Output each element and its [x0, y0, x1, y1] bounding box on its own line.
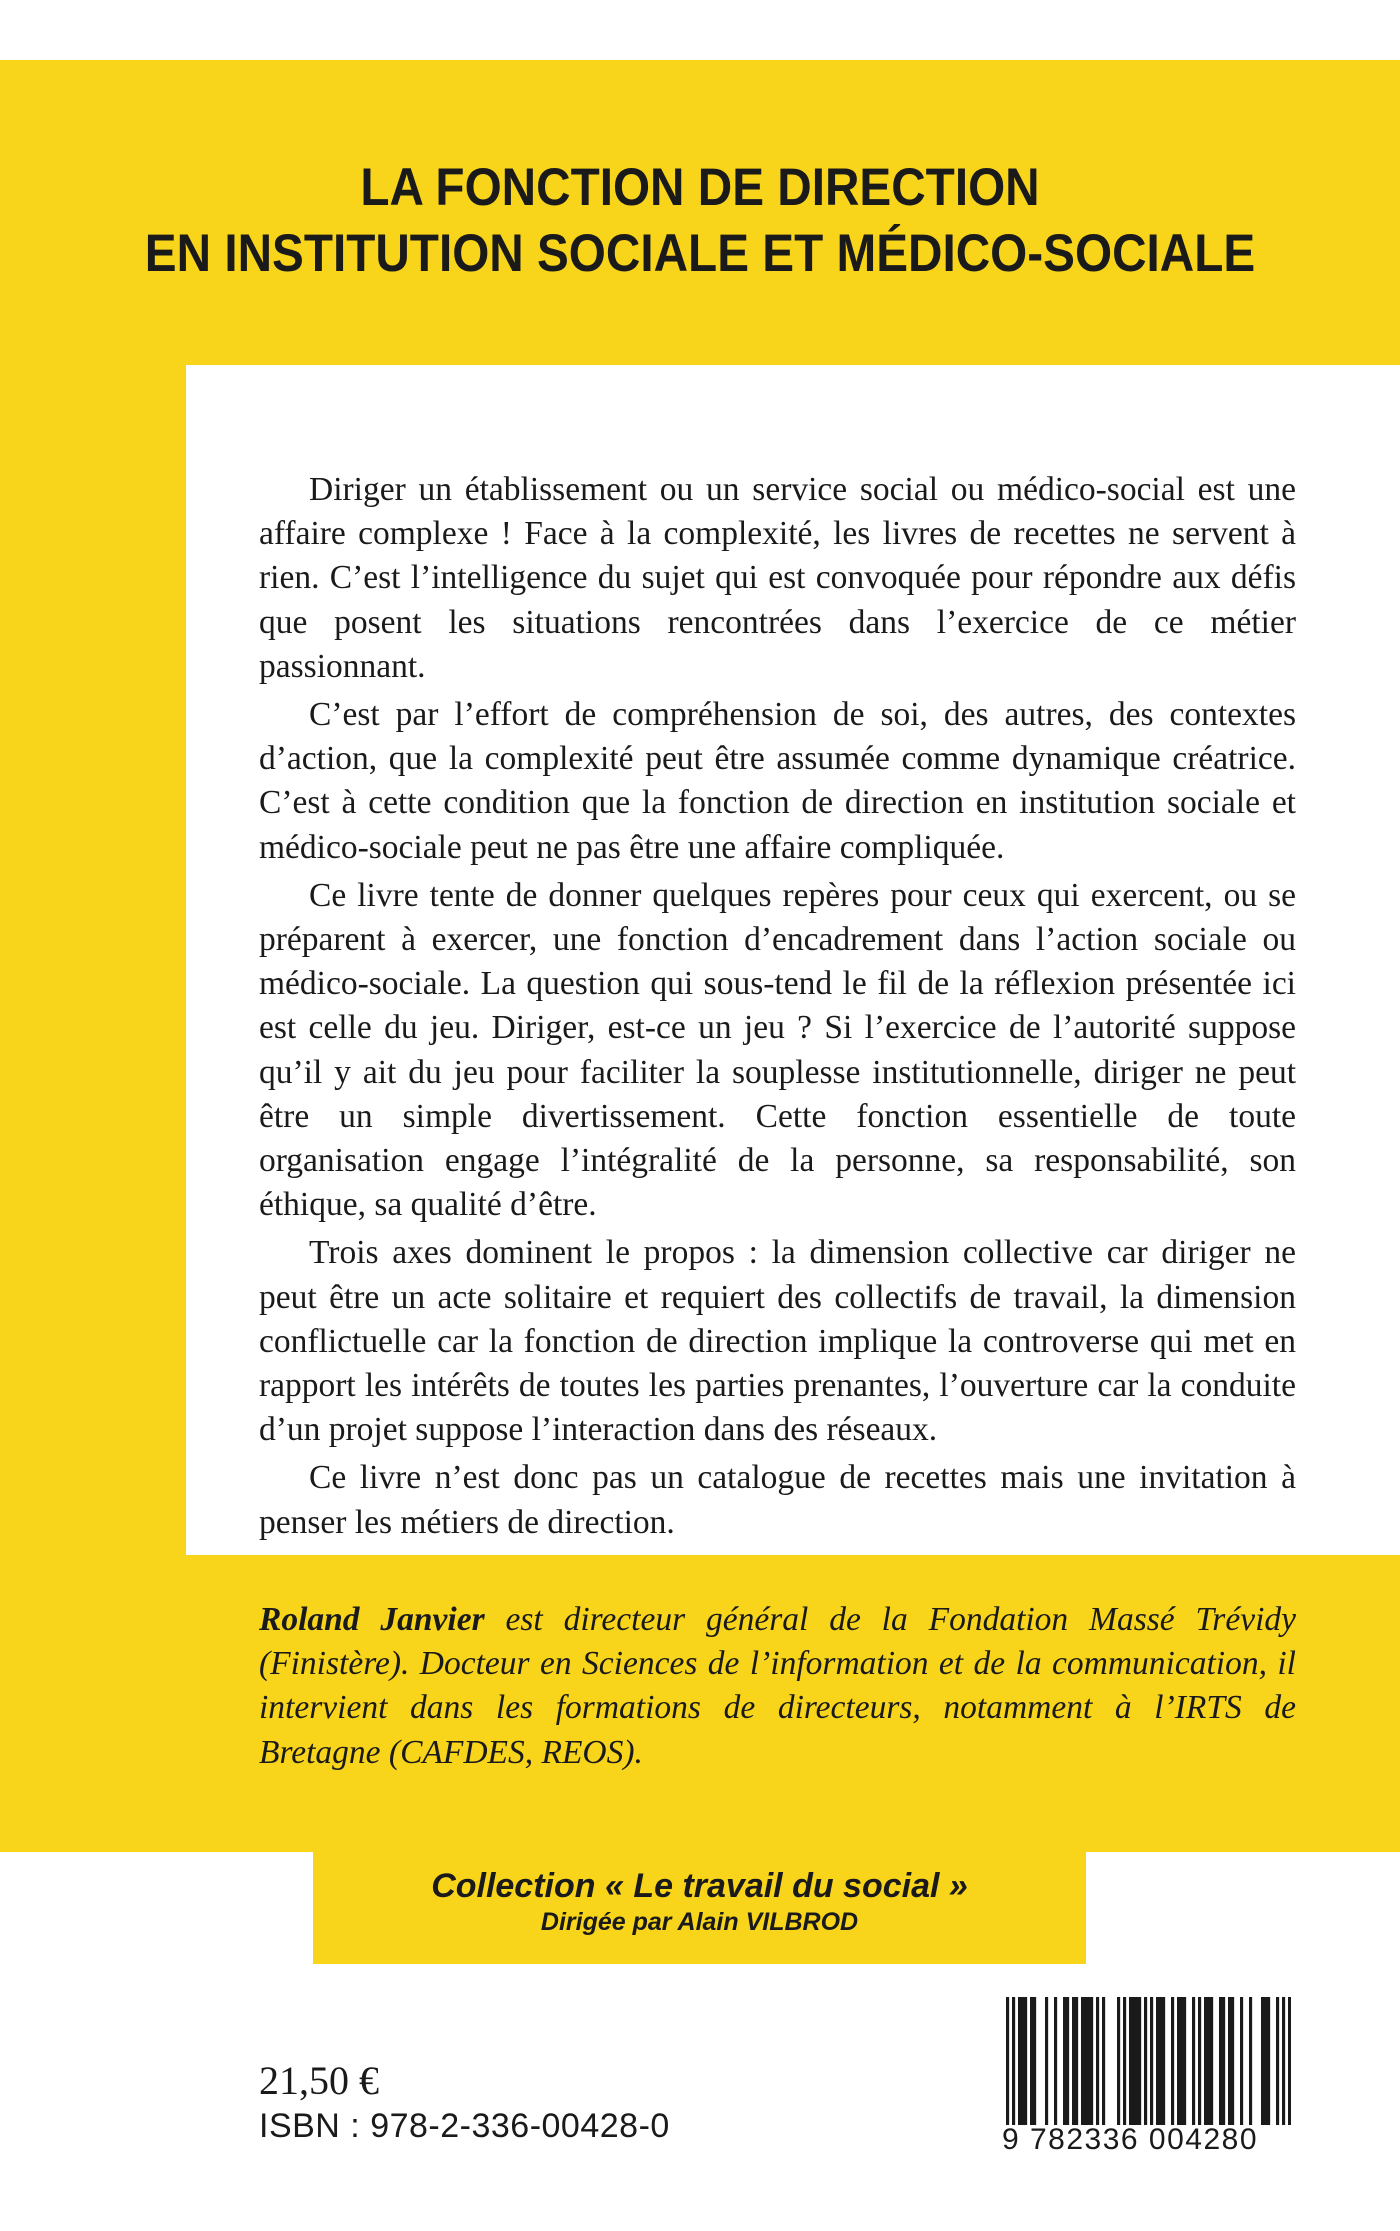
barcode-bar: [1183, 1997, 1186, 2125]
isbn: ISBN : 978-2-336-00428-0: [259, 2107, 670, 2145]
author-name: Roland Janvier: [259, 1601, 485, 1638]
barcode-bar: [1021, 1997, 1024, 2125]
barcode-bar: [1072, 1997, 1075, 2125]
barcode-bar: [1081, 1997, 1084, 2125]
barcode-bar: [1084, 1997, 1087, 2125]
author-bio: [259, 1598, 1296, 1775]
barcode-bar: [1138, 1997, 1141, 2125]
barcode-bar: [1231, 1997, 1234, 2125]
barcode-bar: [1087, 1997, 1090, 2125]
barcode-bar: [1024, 1997, 1027, 2125]
barcode-bar: [1210, 1997, 1213, 2125]
barcode-bar: [1123, 1997, 1126, 2125]
barcode-bar: [1249, 1997, 1252, 2125]
barcode-bar: [1192, 1997, 1195, 2125]
barcode-bar: [1267, 1997, 1270, 2125]
barcode-bar: [1132, 1997, 1135, 2125]
barcode-bar: [1288, 1997, 1291, 2125]
barcode-bar: [1117, 1997, 1120, 2125]
barcode-bar: [1180, 1997, 1183, 2125]
barcode: [1006, 1997, 1291, 2125]
barcode-bar: [1282, 1997, 1285, 2125]
title-line-2: EN INSTITUTION SOCIALE ET MÉDICO-SOCIALE: [144, 224, 1256, 283]
barcode-bar: [1219, 1997, 1222, 2125]
barcode-bar: [1240, 1997, 1243, 2125]
blurb-paragraph: Ce livre tente de donner quelques repères pour ceux qui exercent, ou se préparent à exercer, une fonction d’encadrement dans l’action sociale ou médico-sociale. La question qui sous-tend le fil de la réflexion présentée ici est celle du jeu. Diriger, est-ce un jeu ? Si l’exercice de l’autorité suppose qu’il y ait du jeu pour faciliter la souplesse institutionnelle, diriger ne peut être un simple divertissement. Cette fonction essentielle de toute organisation engage l’intégralité de la personne, sa responsabilité, son éthique, sa qualité d’être.: [259, 876, 1296, 1224]
barcode-bar: [1264, 1997, 1267, 2125]
left-accent-bar: [0, 365, 186, 1555]
barcode-bar: [1012, 1997, 1015, 2125]
author-bio-text: est directeur général de la Fondation Massé Trévidy (Finistère). Docteur en Sciences de l’information et de la communication, il intervient dans les formations de directeurs, notamment à l’IRTS de Bretagne (CAFDES, REOS).: [259, 1601, 1297, 1771]
collection-name: Collection « Le travail du social »: [431, 1867, 968, 1905]
blurb-paragraph: Ce livre n’est donc pas un catalogue de recettes mais une invitation à penser les métiers de direction.: [259, 1459, 1296, 1541]
barcode-bar: [1102, 1997, 1105, 2125]
barcode-bar: [1228, 1997, 1231, 2125]
barcode-bar: [1090, 1997, 1093, 2125]
price: 21,50 €: [259, 2058, 379, 2103]
barcode-bar: [1162, 1997, 1165, 2125]
barcode-bar: [1156, 1997, 1159, 2125]
barcode-bar: [1033, 1997, 1036, 2125]
barcode-bar: [1204, 1997, 1207, 2125]
barcode-bar: [1066, 1997, 1069, 2125]
barcode-bar: [1177, 1997, 1180, 2125]
barcode-bar: [1150, 1997, 1153, 2125]
barcode-bar: [1018, 1997, 1021, 2125]
blurb-paragraph: Trois axes dominent le propos : la dimension collective car diriger ne peut être un acte solitaire et requiert des collectifs de travail, la dimension conflictuelle car la fonction de direction implique la controverse qui met en rapport les intérêts de toutes les parties prenantes, l’ouverture car la conduite d’un projet suppose l’interaction dans des réseaux.: [259, 1234, 1296, 1449]
barcode-bar: [1198, 1997, 1201, 2125]
barcode-bar: [1171, 1997, 1174, 2125]
barcode-bar: [1030, 1997, 1033, 2125]
blurb-text: [259, 468, 1296, 1549]
barcode-bar: [1159, 1997, 1162, 2125]
barcode-bar: [1144, 1997, 1147, 2125]
barcode-bar: [1207, 1997, 1210, 2125]
blurb-paragraph: Diriger un établissement ou un service social ou médico-social est une affaire complexe ! Face à la complexité, les livres de recettes ne servent à rien. C’est l’intelligence du sujet qui est convoquée pour répondre aux défis que posent les situations rencontrées dans l’exercice de ce métier passionnant.: [259, 471, 1296, 685]
barcode-bar: [1075, 1997, 1078, 2125]
barcode-bar: [1006, 1997, 1009, 2125]
barcode-digits: 9 782336 004280: [1001, 2123, 1259, 2156]
book-title: [70, 155, 1330, 287]
blurb-paragraph: C’est par l’effort de compréhension de soi, des autres, des contextes d’action, que la complexité peut être assumée comme dynamique créatrice. C’est à cette condition que la fonction de direction en institution sociale et médico-sociale peut ne pas être une affaire compliquée.: [259, 696, 1296, 866]
barcode-bar: [1096, 1997, 1099, 2125]
barcode-bar: [1054, 1997, 1057, 2125]
barcode-bar: [1135, 1997, 1138, 2125]
barcode-bar: [1222, 1997, 1225, 2125]
barcode-bar: [1063, 1997, 1066, 2125]
barcode-bar: [1045, 1997, 1048, 2125]
title-line-1: LA FONCTION DE DIRECTION: [360, 158, 1040, 217]
barcode-bar: [1261, 1997, 1264, 2125]
collection-director: Dirigée par Alain VILBROD: [540, 1908, 859, 1936]
barcode-bar: [1129, 1997, 1132, 2125]
barcode-bar: [1276, 1997, 1279, 2125]
